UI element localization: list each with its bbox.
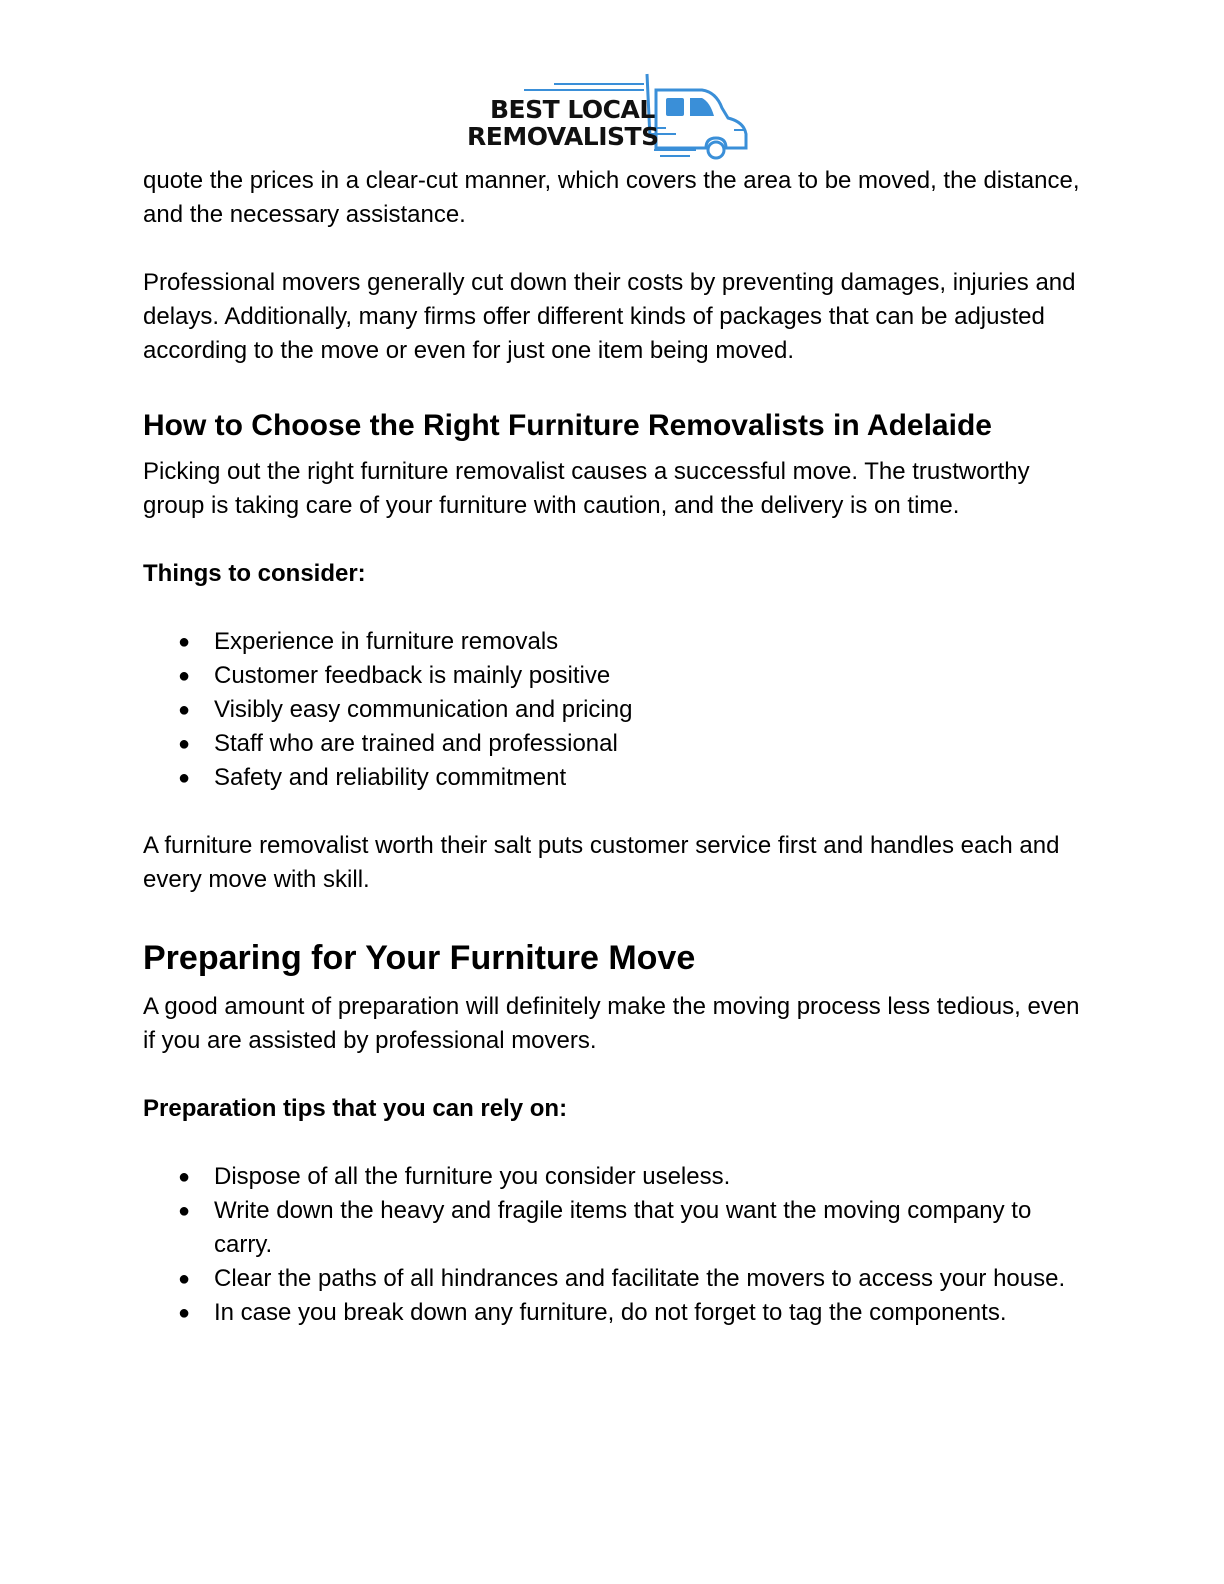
document-body [143, 164, 1083, 1330]
bullet-icon: ● [178, 631, 191, 653]
paragraph-customer-service: A furniture removalist worth their salt puts customer service first and handles each and every move with skill. [143, 832, 1060, 893]
list-item [143, 1262, 1083, 1296]
bullet-icon: ● [178, 733, 191, 755]
list-item-text: Experience in furniture removals [214, 628, 559, 655]
list-item-text: Staff who are trained and professional [214, 730, 618, 757]
logo-line-1: BEST LOCAL [490, 95, 655, 124]
subheading-preparation-tips: Preparation tips that you can rely on: [143, 1095, 568, 1122]
paragraph-costs: Professional movers generally cut down their costs by preventing damages, injuries and delays. Additionally, many firms offer different kinds of packages that can be adjusted according to the move or even for just one item being moved. [143, 269, 1076, 364]
list-item [143, 659, 1083, 693]
subheading-things-to-consider: Things to consider: [143, 560, 366, 587]
things-list [143, 625, 1083, 795]
list-item-text: Customer feedback is mainly positive [214, 662, 611, 689]
heading-preparing-move: Preparing for Your Furniture Move [143, 939, 696, 977]
company-logo [464, 68, 754, 160]
heading-choose-removalists: How to Choose the Right Furniture Removalists in Adelaide [143, 409, 992, 442]
bullet-icon: ● [178, 1302, 191, 1324]
list-item [143, 1160, 1083, 1194]
list-item-text: Safety and reliability commitment [214, 764, 567, 791]
list-item [143, 1296, 1083, 1330]
list-item-text: Visibly easy communication and pricing [214, 696, 633, 723]
list-item-text: Dispose of all the furniture you consider useless. [214, 1163, 731, 1190]
bullet-icon: ● [178, 1166, 191, 1188]
tips-list [143, 1160, 1083, 1330]
paragraph-choose-intro: Picking out the right furniture removalist causes a successful move. The trustworthy group is taking care of your furniture with caution, and the delivery is on time. [143, 458, 1030, 519]
list-item-text: In case you break down any furniture, do not forget to tag the components. [214, 1299, 1007, 1326]
bullet-icon: ● [178, 767, 191, 789]
bullet-icon: ● [178, 1200, 191, 1222]
list-item-text: Write down the heavy and fragile items that you want the moving company to carry. [214, 1197, 1032, 1258]
bullet-icon: ● [178, 665, 191, 687]
list-item [143, 693, 1083, 727]
list-item [143, 625, 1083, 659]
list-item-text: Clear the paths of all hindrances and facilitate the movers to access your house. [214, 1265, 1066, 1292]
list-item [143, 761, 1083, 795]
bullet-icon: ● [178, 1268, 191, 1290]
paragraph-preparation-intro: A good amount of preparation will definitely make the moving process less tedious, even if you are assisted by professional movers. [143, 993, 1080, 1054]
paragraph-pricing: quote the prices in a clear-cut manner, which covers the area to be moved, the distance, and the necessary assistance. [143, 167, 1080, 228]
bullet-icon: ● [178, 699, 191, 721]
list-item [143, 727, 1083, 761]
logo-line-2: REMOVALISTS [467, 122, 659, 151]
list-item [143, 1194, 1083, 1262]
